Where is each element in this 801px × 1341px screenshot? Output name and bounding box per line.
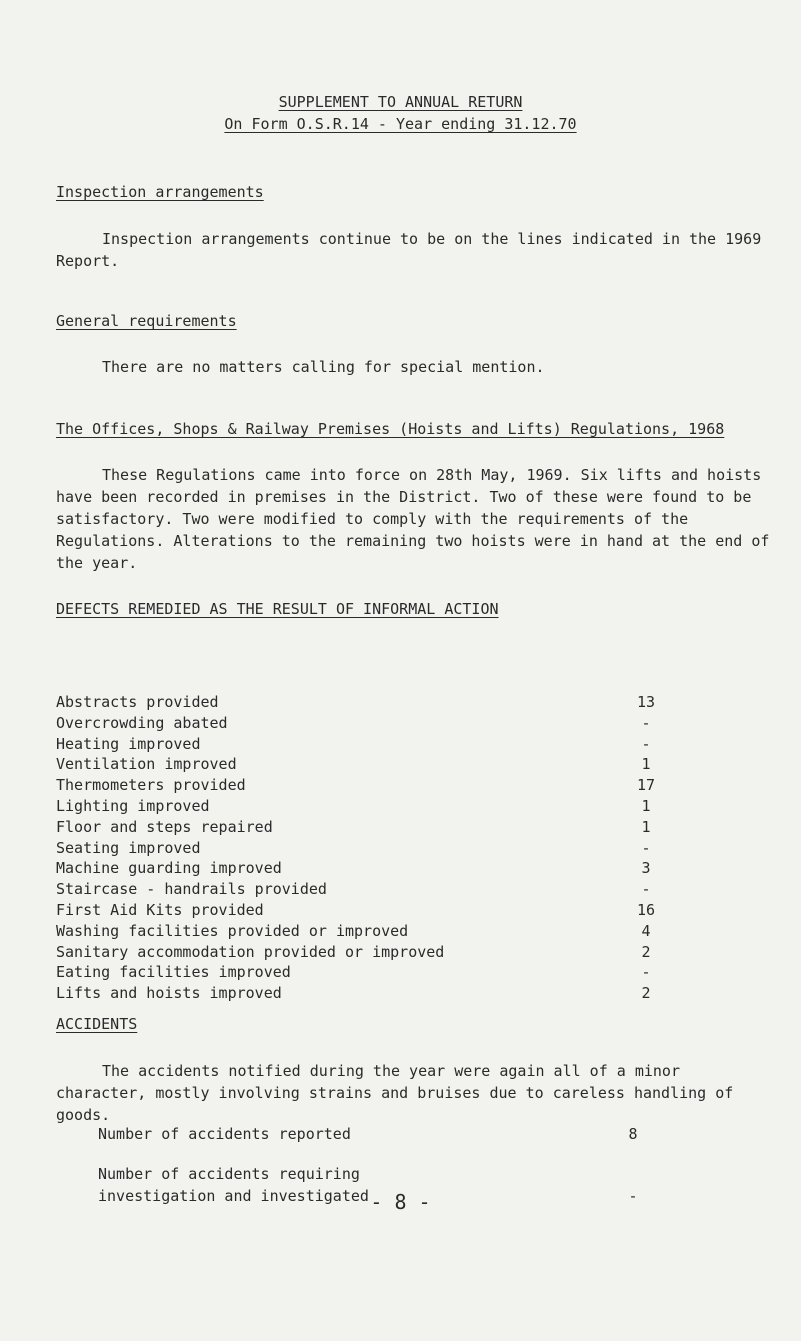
defect-count: 17 <box>636 776 656 795</box>
defect-count: 3 <box>641 859 651 878</box>
table-row <box>56 983 666 1004</box>
table-row <box>56 858 666 879</box>
defect-count: 1 <box>641 755 651 774</box>
table-row <box>56 879 666 900</box>
table-row <box>56 796 666 817</box>
table-row <box>56 838 666 859</box>
defect-label: Abstracts provided <box>56 693 219 711</box>
table-row <box>56 921 666 942</box>
table-row <box>56 713 666 734</box>
defect-count: 1 <box>641 817 651 836</box>
accidents-heading: ACCIDENTS <box>56 1015 138 1033</box>
table-row <box>56 900 666 921</box>
defect-count: - <box>641 713 651 732</box>
defect-count: - <box>641 880 651 899</box>
defect-label: Thermometers provided <box>56 776 246 795</box>
defect-count: 1 <box>641 796 651 815</box>
defect-count: - <box>641 734 651 753</box>
accidents-investigated-count: - <box>628 1187 638 1205</box>
defect-label: Sanitary accommodation provided or improved <box>56 942 445 961</box>
defect-label: Heating improved <box>56 734 201 753</box>
defect-label: Machine guarding improved <box>56 859 282 878</box>
defect-label: Seating improved <box>56 838 201 857</box>
defect-count: 2 <box>641 984 651 1003</box>
defect-count: 2 <box>641 942 651 961</box>
defects-table <box>56 692 666 1004</box>
table-row <box>56 775 666 796</box>
defects-heading: DEFECTS REMEDIED AS THE RESULT OF INFORMAL ACTION <box>56 600 499 618</box>
page-number: - 8 - <box>370 1190 431 1214</box>
defect-label: Eating facilities improved <box>56 963 291 982</box>
defect-count: - <box>641 963 651 982</box>
general-heading: General requirements <box>56 312 237 330</box>
table-row <box>56 942 666 963</box>
general-text: There are no matters calling for special mention. <box>102 358 545 376</box>
inspection-text: Inspection arrangements continue to be on the lines indicated in the 1969 Report. <box>56 230 762 270</box>
defect-count: 4 <box>641 921 651 940</box>
defect-label: Lifts and hoists improved <box>56 984 282 1003</box>
inspection-heading: Inspection arrangements <box>56 183 264 201</box>
regulations-heading: The Offices, Shops & Railway Premises (Hoists and Lifts) Regulations, 1968 <box>56 420 725 438</box>
table-row <box>56 817 666 838</box>
accidents-text: The accidents notified during the year were again all of a minor character, mostly involving strains and bruises due to careless handling of goods. <box>56 1062 734 1124</box>
accidents-investigated-label-line2: investigation and investigated <box>98 1187 369 1205</box>
form-reference: On Form O.S.R.14 - Year ending 31.12.70 <box>224 115 577 133</box>
table-row <box>56 734 666 755</box>
table-row <box>56 754 666 775</box>
table-row <box>56 692 666 713</box>
table-row <box>56 962 666 983</box>
accidents-investigated-label-line1: Number of accidents requiring <box>98 1165 360 1183</box>
supplement-title: SUPPLEMENT TO ANNUAL RETURN <box>278 93 523 111</box>
defect-label: Washing facilities provided or improved <box>56 921 409 940</box>
accidents-reported-count: 8 <box>628 1125 638 1143</box>
accidents-reported-label: Number of accidents reported <box>98 1125 351 1143</box>
regulations-text: These Regulations came into force on 28th May, 1969. Six lifts and hoists have been recorded in premises in the District. Two of these were found to be satisfactory. Two were modified to comply with the requirements of the Regulations. Alterations to the remaining two hoists were in hand at the end of the year. <box>56 466 770 572</box>
defect-label: Floor and steps repaired <box>56 817 273 836</box>
defect-count: 13 <box>636 693 656 711</box>
defect-label: Ventilation improved <box>56 755 237 774</box>
defect-label: First Aid Kits provided <box>56 900 264 919</box>
defect-count: - <box>641 838 651 857</box>
defect-label: Staircase - handrails provided <box>56 880 327 899</box>
defect-count: 16 <box>636 900 656 919</box>
defect-label: Overcrowding abated <box>56 713 228 732</box>
defect-label: Lighting improved <box>56 796 210 815</box>
